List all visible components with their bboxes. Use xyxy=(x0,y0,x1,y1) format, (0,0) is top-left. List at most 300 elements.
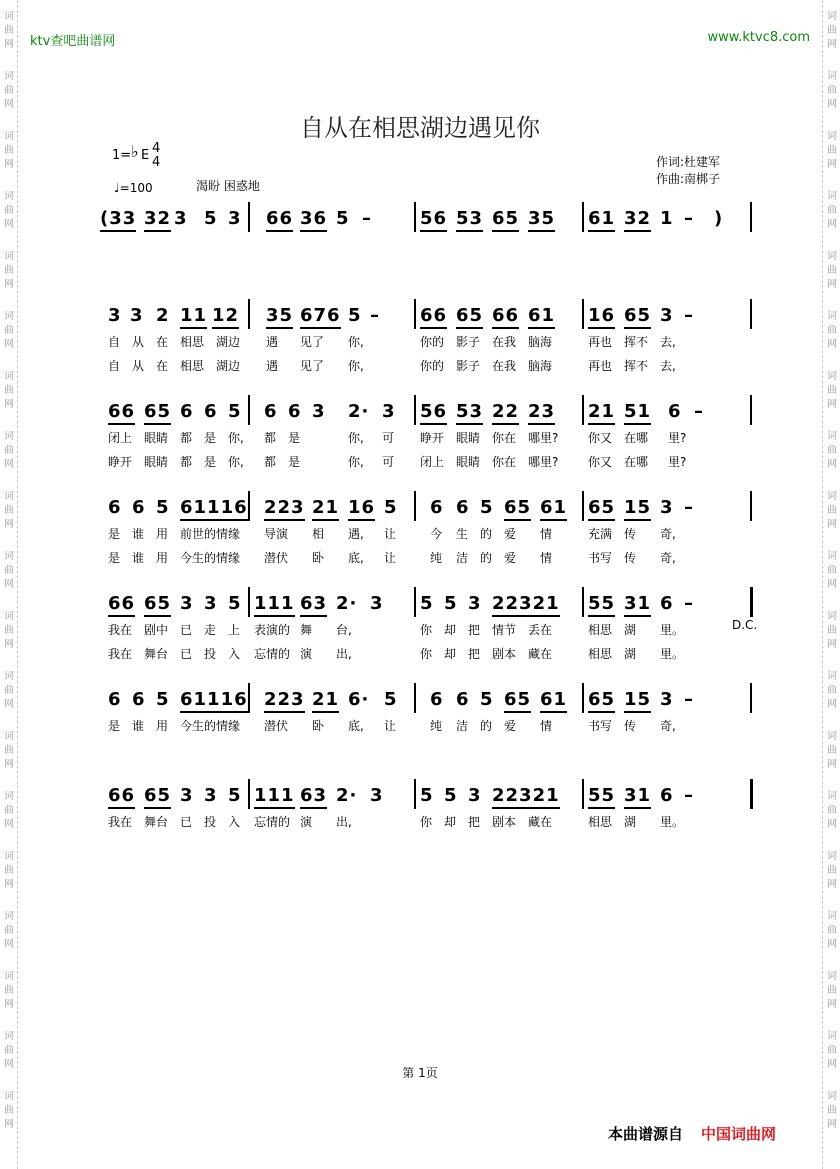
watermark-char: 曲 xyxy=(4,805,14,816)
watermark-char: 曲 xyxy=(4,685,14,696)
watermark-char: 词 xyxy=(4,851,14,862)
source-label: 本曲谱源自 xyxy=(608,1125,684,1143)
watermark-char: 网 xyxy=(4,519,14,530)
lyric-word: 眼睛 xyxy=(144,431,169,445)
note: – xyxy=(362,208,372,229)
note: – xyxy=(684,305,694,326)
lyric-word: 哪里? xyxy=(528,431,559,445)
lyric-word: 用 xyxy=(156,719,169,733)
watermark-char: 网 xyxy=(4,699,14,710)
note: 11 xyxy=(180,305,207,329)
bar-line xyxy=(582,683,584,713)
watermark-char: 网 xyxy=(4,759,14,770)
lyric-word: 你的 xyxy=(420,335,445,349)
lyric-word: 入 xyxy=(228,647,241,661)
watermark-char: 词 xyxy=(4,251,14,262)
lyric-word: 却 xyxy=(444,647,457,661)
lyric-word: 忘情的 xyxy=(254,647,291,661)
note: 53 xyxy=(456,401,483,425)
note: 5 xyxy=(156,689,170,710)
lyric-word: 奇, xyxy=(660,719,676,733)
lyric-word: 我在 xyxy=(108,647,133,661)
watermark-char: 曲 xyxy=(827,865,837,876)
lyric-word: 是 xyxy=(288,431,301,445)
note: 31 xyxy=(624,785,651,809)
watermark-char: 曲 xyxy=(827,325,837,336)
lyric-word: 你, xyxy=(348,335,364,349)
key-signature xyxy=(112,141,161,170)
lyric-word: 遇, xyxy=(348,527,364,541)
watermark-char: 词 xyxy=(827,551,837,562)
note: – xyxy=(684,208,694,229)
bar-line xyxy=(414,491,416,521)
lyric-word: 让 xyxy=(384,719,397,733)
bar-line xyxy=(414,587,416,617)
note: 65 xyxy=(504,689,531,713)
note: 56 xyxy=(420,401,447,425)
lyric-word: 剧中 xyxy=(144,623,169,637)
note: 2· xyxy=(336,593,358,614)
note: 66 xyxy=(108,593,135,617)
lyric-word: 剧本 xyxy=(492,815,517,829)
lyric-word: 你, xyxy=(348,359,364,373)
watermark-char: 词 xyxy=(827,191,837,202)
lyric-word: 你又 xyxy=(588,431,613,445)
note: 5 xyxy=(444,593,458,614)
note: 65 xyxy=(492,208,519,232)
bar-line xyxy=(248,395,250,425)
watermark-char: 网 xyxy=(827,39,837,50)
lyric-word: 的 xyxy=(480,719,493,733)
note: 22 xyxy=(492,401,519,425)
watermark-char: 词 xyxy=(4,971,14,982)
lyric-word: 自 xyxy=(108,359,121,373)
lyric-word: 投 xyxy=(204,815,217,829)
note: 3 xyxy=(204,593,218,614)
note: 22321 xyxy=(492,785,560,809)
lyric-word: 都 xyxy=(180,431,193,445)
lyric-word: 演 xyxy=(300,815,313,829)
time-top: 4 xyxy=(152,141,161,156)
lyric-word: 已 xyxy=(180,815,193,829)
lyric-word: 你, xyxy=(228,455,244,469)
watermark-char: 词 xyxy=(4,731,14,742)
watermark-char: 曲 xyxy=(827,1105,837,1116)
note: 61 xyxy=(528,305,555,329)
lyric-word: 藏在 xyxy=(528,815,553,829)
note: 5 xyxy=(420,785,434,806)
watermark-char: 曲 xyxy=(827,205,837,216)
note: 3 xyxy=(370,593,384,614)
lyric-word: 闭上 xyxy=(108,431,133,445)
note: 6· xyxy=(348,689,370,710)
watermark-char: 曲 xyxy=(4,625,14,636)
watermark-char: 曲 xyxy=(827,1045,837,1056)
note: 2· xyxy=(348,401,370,422)
note: 6 xyxy=(108,497,122,518)
lyric-word: 在我 xyxy=(492,335,517,349)
note: 3 xyxy=(312,401,326,422)
note: 5 xyxy=(348,305,362,326)
lyric-word: 藏在 xyxy=(528,647,553,661)
note: 61 xyxy=(588,208,615,232)
note: 53 xyxy=(456,208,483,232)
watermark-char: 词 xyxy=(827,851,837,862)
watermark-char: 词 xyxy=(4,71,14,82)
watermark-char: 网 xyxy=(827,639,837,650)
watermark-char: 词 xyxy=(4,671,14,682)
lyric-word: 睁开 xyxy=(108,455,133,469)
watermark-char: 词 xyxy=(4,11,14,22)
watermark-char: 网 xyxy=(827,1059,837,1070)
watermark-char: 曲 xyxy=(827,85,837,96)
lyric-word: 里。 xyxy=(660,815,685,829)
lyric-word: 是 xyxy=(108,551,121,565)
lyric-word: 你 xyxy=(420,623,433,637)
lyric-word: 影子 xyxy=(456,359,481,373)
lyric-word: 却 xyxy=(444,623,457,637)
lyric-word: 却 xyxy=(444,815,457,829)
note: 61 xyxy=(540,689,567,713)
watermark-char: 网 xyxy=(827,159,837,170)
lyric-word: 让 xyxy=(384,551,397,565)
watermark-char: 网 xyxy=(827,819,837,830)
da-capo-mark: D.C. xyxy=(732,618,758,632)
lyric-word: 情 xyxy=(540,719,553,733)
lyric-word: 用 xyxy=(156,527,169,541)
song-title: 自从在相思湖边遇见你 xyxy=(300,114,540,142)
lyric-word: 去, xyxy=(660,335,676,349)
note: 61116 xyxy=(180,497,248,521)
note: 65 xyxy=(144,401,171,425)
lyric-word: 可 xyxy=(382,455,395,469)
note: 16 xyxy=(348,497,375,521)
note: 66 xyxy=(420,305,447,329)
note: 6 xyxy=(264,401,278,422)
watermark-char: 网 xyxy=(827,759,837,770)
watermark-char: 词 xyxy=(4,791,14,802)
lyric-word: 挥不 xyxy=(624,359,649,373)
watermark-char: 词 xyxy=(4,1091,14,1102)
watermark-char: 曲 xyxy=(4,25,14,36)
lyric-word: 从 xyxy=(132,359,145,373)
lyric-word: 挥不 xyxy=(624,335,649,349)
lyric-word: 里? xyxy=(668,431,687,445)
lyric-word: 台, xyxy=(336,623,352,637)
lyric-word: 遇 xyxy=(266,335,279,349)
watermark-char: 词 xyxy=(827,131,837,142)
note: 31 xyxy=(624,593,651,617)
watermark-char: 网 xyxy=(827,939,837,950)
note: 6 xyxy=(132,497,146,518)
lyric-word: 湖边 xyxy=(216,335,241,349)
lyric-word: 相思 xyxy=(588,623,613,637)
note: 65 xyxy=(144,785,171,809)
lyric-word: 里。 xyxy=(660,623,685,637)
bar-line xyxy=(248,491,250,521)
watermark-char: 词 xyxy=(4,191,14,202)
watermark-char: 网 xyxy=(4,639,14,650)
lyric-word: 相 xyxy=(312,527,325,541)
lyric-word: 里? xyxy=(668,455,687,469)
bar-line xyxy=(750,779,753,809)
note: 66 xyxy=(108,401,135,425)
watermark-char: 曲 xyxy=(4,205,14,216)
note: 5 xyxy=(420,593,434,614)
lyric-word: 纯 xyxy=(430,551,443,565)
note: 111 xyxy=(254,593,295,617)
lyric-word: 我在 xyxy=(108,815,133,829)
watermark-char: 词 xyxy=(827,731,837,742)
note: 3 xyxy=(108,305,122,326)
lyric-word: 把 xyxy=(468,647,481,661)
watermark-char: 词 xyxy=(4,551,14,562)
watermark-char: 网 xyxy=(4,339,14,350)
note: 65 xyxy=(624,305,651,329)
watermark-char: 词 xyxy=(827,1031,837,1042)
lyric-word: 闭上 xyxy=(420,455,445,469)
flat-icon: ♭ xyxy=(131,142,139,161)
note: 5 xyxy=(228,401,242,422)
note: 16 xyxy=(588,305,615,329)
lyric-word: 在我 xyxy=(492,359,517,373)
watermark-char: 词 xyxy=(827,1091,837,1102)
note: 6 xyxy=(430,689,444,710)
bar-line xyxy=(248,683,250,713)
lyric-word: 底, xyxy=(348,551,364,565)
note: 65 xyxy=(588,497,615,521)
lyric-word: 在 xyxy=(156,335,169,349)
note: 3 xyxy=(468,593,482,614)
watermark-char: 词 xyxy=(4,911,14,922)
watermark-char: 词 xyxy=(4,611,14,622)
note: – xyxy=(370,305,380,326)
expression-marking: 渴盼 困惑地 xyxy=(196,179,260,193)
watermark-char: 曲 xyxy=(4,85,14,96)
lyric-word: 是 xyxy=(108,719,121,733)
bar-line xyxy=(582,395,584,425)
lyric-word: 潜伏 xyxy=(264,719,289,733)
lyric-word: 你又 xyxy=(588,455,613,469)
lyric-word: 睁开 xyxy=(420,431,445,445)
lyric-word: 出, xyxy=(336,815,352,829)
lyric-word: 湖 xyxy=(624,815,637,829)
watermark-char: 词 xyxy=(827,431,837,442)
lyric-word: 你的 xyxy=(420,359,445,373)
watermark-char: 词 xyxy=(827,251,837,262)
key-note: E xyxy=(141,148,150,163)
note: 5 xyxy=(228,593,242,614)
note: 6 xyxy=(132,689,146,710)
lyric-word: 舞 xyxy=(300,623,313,637)
bar-line xyxy=(750,299,752,329)
watermark-char: 曲 xyxy=(827,985,837,996)
lyric-word: 见了 xyxy=(300,335,325,349)
lyric-word: 去, xyxy=(660,359,676,373)
lyric-word: 是 xyxy=(204,455,217,469)
lyric-word: 情 xyxy=(540,527,553,541)
watermark-char: 词 xyxy=(827,791,837,802)
note: 65 xyxy=(144,593,171,617)
bar-line xyxy=(750,491,752,521)
note: 5 xyxy=(384,497,398,518)
note: 15 xyxy=(624,497,651,521)
source-site-link[interactable]: 中国词曲网 xyxy=(701,1125,777,1143)
note: 5 xyxy=(444,785,458,806)
lyric-word: 你 xyxy=(420,815,433,829)
note: 32 xyxy=(624,208,651,232)
note: 3 xyxy=(660,689,674,710)
note: 5 xyxy=(480,689,494,710)
lyric-word: 见了 xyxy=(300,359,325,373)
lyric-word: 今生的情缘 xyxy=(180,551,241,565)
lyric-word: 在哪 xyxy=(624,455,649,469)
lyric-word: 传 xyxy=(624,719,637,733)
lyric-word: 的 xyxy=(480,527,493,541)
lyric-word: 眼睛 xyxy=(144,455,169,469)
watermark-char: 曲 xyxy=(827,565,837,576)
watermark-char: 网 xyxy=(4,579,14,590)
note: 2 xyxy=(156,305,170,326)
note: 3 xyxy=(130,305,144,326)
watermark-char: 词 xyxy=(827,611,837,622)
watermark-char: 词 xyxy=(4,311,14,322)
bar-line xyxy=(582,202,584,232)
watermark-char: 词 xyxy=(827,11,837,22)
lyric-word: 可 xyxy=(382,431,395,445)
bar-line xyxy=(750,202,752,232)
note: 223 xyxy=(264,689,305,713)
lyric-word: 相思 xyxy=(180,359,205,373)
lyric-word: 奇, xyxy=(660,551,676,565)
lyric-word: 影子 xyxy=(456,335,481,349)
lyric-word: 里。 xyxy=(660,647,685,661)
watermark-char: 词 xyxy=(4,1031,14,1042)
lyric-word: 剧本 xyxy=(492,647,517,661)
watermark-char: 网 xyxy=(827,579,837,590)
lyric-word: 生 xyxy=(456,527,469,541)
lyric-word: 把 xyxy=(468,815,481,829)
watermark-char: 词 xyxy=(827,971,837,982)
watermark-char: 曲 xyxy=(827,925,837,936)
note: 66 xyxy=(492,305,519,329)
watermark-char: 曲 xyxy=(4,265,14,276)
note: 3 xyxy=(660,497,674,518)
watermark-char: 网 xyxy=(4,1059,14,1070)
lyric-word: 书写 xyxy=(588,719,613,733)
lyric-word: 洁 xyxy=(456,551,469,565)
bar-line xyxy=(414,202,416,232)
lyric-word: 情 xyxy=(540,551,553,565)
lyric-word: 舞台 xyxy=(144,815,169,829)
lyric-word: 底, xyxy=(348,719,364,733)
lyric-word: 相思 xyxy=(180,335,205,349)
note: 6 xyxy=(180,401,194,422)
note: 66 xyxy=(108,785,135,809)
note: 3 xyxy=(660,305,674,326)
lyric-word: 的 xyxy=(480,551,493,565)
lyric-word: 情节 xyxy=(492,623,517,637)
note: 6 xyxy=(668,401,682,422)
lyric-word: 洁 xyxy=(456,719,469,733)
watermark-char: 网 xyxy=(4,399,14,410)
bar-line xyxy=(582,491,584,521)
watermark-char: 词 xyxy=(827,371,837,382)
lyric-word: 上 xyxy=(228,623,241,637)
note: 3 xyxy=(174,208,188,229)
note: 63 xyxy=(300,593,327,617)
watermark-char: 词 xyxy=(827,911,837,922)
note: 1 xyxy=(660,208,674,229)
lyric-word: 你, xyxy=(228,431,244,445)
lyric-word: 你, xyxy=(348,431,364,445)
watermark-char: 网 xyxy=(4,939,14,950)
watermark-char: 曲 xyxy=(827,745,837,756)
note: 65 xyxy=(588,689,615,713)
time-signature xyxy=(152,142,160,170)
watermark-char: 曲 xyxy=(827,25,837,36)
note: 5 xyxy=(336,208,350,229)
lyric-word: 充满 xyxy=(588,527,613,541)
lyric-word: 哪里? xyxy=(528,455,559,469)
composer-credit: 作曲:南梆子 xyxy=(656,172,721,186)
watermark-char: 网 xyxy=(827,99,837,110)
lyric-word: 谁 xyxy=(132,527,145,541)
note: 66 xyxy=(266,208,293,232)
lyric-word: 眼睛 xyxy=(456,455,481,469)
note: 6 xyxy=(660,785,674,806)
watermark-char: 网 xyxy=(827,999,837,1010)
watermark-char: 曲 xyxy=(4,565,14,576)
bar-line xyxy=(248,587,250,617)
watermark-char: 曲 xyxy=(827,685,837,696)
watermark-char: 网 xyxy=(827,339,837,350)
watermark-char: 网 xyxy=(4,1119,14,1130)
lyric-word: 已 xyxy=(180,623,193,637)
lyric-word: 自 xyxy=(108,335,121,349)
lyric-word: 用 xyxy=(156,551,169,565)
header-site-name[interactable]: ktv查吧曲谱网 xyxy=(30,34,116,49)
source-credit xyxy=(608,1123,776,1144)
bar-line xyxy=(750,587,753,617)
watermark-char: 词 xyxy=(4,131,14,142)
bar-line xyxy=(582,299,584,329)
bar-line xyxy=(582,587,584,617)
lyric-word: 爱 xyxy=(504,527,517,541)
note: 6 xyxy=(204,401,218,422)
lyric-word: 脑海 xyxy=(528,335,553,349)
note: 61 xyxy=(540,497,567,521)
lyric-word: 都 xyxy=(264,455,277,469)
note: 3 xyxy=(382,401,396,422)
note: 55 xyxy=(588,593,615,617)
lyric-word: 投 xyxy=(204,647,217,661)
bar-line xyxy=(414,683,416,713)
lyric-word: 纯 xyxy=(430,719,443,733)
note: – xyxy=(684,785,694,806)
header-site-url[interactable]: www.ktvc8.com xyxy=(707,30,810,45)
bar-line xyxy=(414,299,416,329)
note: 676 xyxy=(300,305,341,329)
watermark-char: 网 xyxy=(827,459,837,470)
watermark-char: 网 xyxy=(827,219,837,230)
note: 3 xyxy=(468,785,482,806)
lyric-word: 奇, xyxy=(660,527,676,541)
lyric-word: 是 xyxy=(288,455,301,469)
bar-line xyxy=(582,779,584,809)
watermark-char: 曲 xyxy=(4,1105,14,1116)
note: 6 xyxy=(456,497,470,518)
